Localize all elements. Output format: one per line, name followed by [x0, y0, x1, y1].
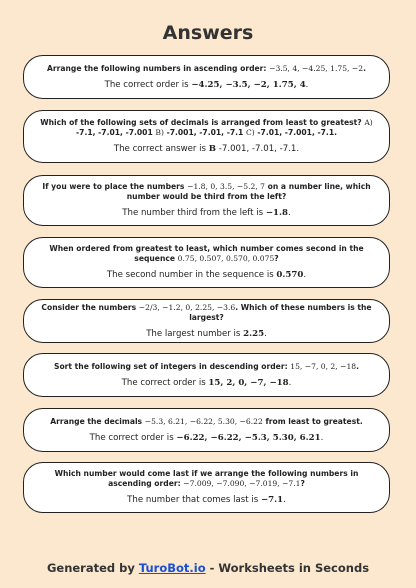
math-expression: −1.8 — [265, 208, 288, 218]
answer-card-6 — [23, 353, 390, 397]
math-expression: 2.25 — [243, 328, 265, 339]
answer-text — [107, 270, 306, 281]
page-title: Answers — [162, 22, 254, 44]
text-segment: . — [320, 432, 324, 443]
text-segment: The correct order is — [104, 79, 192, 90]
question-text — [50, 417, 362, 427]
text-segment: The correct answer is — [113, 144, 209, 154]
math-expression: −2/3, −1.2, 0, 2.25, −3.6 — [138, 302, 236, 312]
text-segment: Which of the following sets of decimals is arranged from least to greatest? — [40, 118, 365, 127]
text-segment: Which number would come last if we arrange the following numbers in ascending order: — [54, 469, 359, 488]
text-segment: from least to greatest. — [262, 416, 363, 426]
text-segment: . — [264, 328, 267, 339]
answer-card-3 — [23, 175, 390, 226]
question-text — [36, 182, 377, 202]
text-segment: The number third from the left is — [122, 208, 266, 218]
text-segment: Arrange the decimals — [50, 416, 145, 426]
text-segment: . — [363, 63, 366, 73]
answer-text — [90, 433, 324, 444]
text-segment: If you were to place the numbers — [42, 182, 188, 191]
footer-prefix: Generated by — [46, 561, 139, 575]
text-segment: ? — [274, 254, 279, 263]
text-segment: When ordered from greatest to least, which number comes second in the sequence — [49, 244, 364, 263]
math-expression: 15, 2, 0, −7, −18 — [208, 377, 289, 388]
text-segment: . — [288, 208, 291, 218]
math-expression: −7.009, −7.090, −7.019, −7.1 — [183, 479, 301, 488]
answer-card-1 — [23, 55, 390, 99]
math-expression: 0.570 — [276, 270, 304, 280]
answer-card-2 — [23, 110, 390, 163]
text-segment: The correct order is — [121, 377, 209, 388]
answer-card-7 — [23, 408, 390, 452]
text-segment: . — [283, 495, 286, 505]
text-segment: . Which of these numbers is the largest? — [189, 302, 372, 322]
text-segment: Arrange the following numbers in ascending order: — [47, 63, 270, 73]
text-segment: . — [288, 377, 292, 388]
answer-text — [105, 80, 309, 91]
text-segment: The number that comes last is — [127, 495, 261, 505]
math-expression: 0.75, 0.507, 0.570, 0.075 — [177, 254, 275, 263]
text-segment: The largest number is — [146, 328, 244, 339]
text-segment: -7.001, -7.01, -7.1 — [163, 128, 246, 137]
math-expression: −4.25, −3.5, −2, 1.75, 4 — [191, 79, 306, 90]
question-text — [36, 118, 377, 138]
math-expression: −1.8, 0, 3.5, −5.2, 7 — [187, 182, 266, 191]
math-expression: −6.22, −6.22, −5.3, 5.30, 6.21 — [176, 432, 321, 443]
text-segment: . — [305, 79, 309, 90]
text-segment: . — [303, 270, 307, 280]
math-expression: A) — [364, 118, 373, 127]
question-text — [36, 303, 377, 323]
math-expression: −3.5, 4, −4.25, 1.75, −2 — [269, 63, 364, 73]
footer — [0, 561, 416, 575]
text-segment: on a number line, which number would be third from the left? — [126, 182, 371, 201]
text-segment: The second number in the sequence is — [106, 270, 277, 280]
math-expression: 15, −7, 0, 2, −18 — [290, 361, 357, 371]
text-segment: Consider the numbers — [41, 302, 139, 312]
text-segment: -7.1, -7.01, -7.001 — [76, 128, 156, 137]
answer-card-5 — [23, 299, 390, 343]
math-expression: B — [208, 144, 217, 154]
footer-suffix: - Worksheets in Seconds — [205, 561, 370, 575]
answer-text — [122, 208, 290, 219]
text-segment: The correct order is — [89, 432, 177, 443]
text-segment: Sort the following set of integers in descending order: — [53, 361, 291, 371]
text-segment: . — [356, 361, 360, 371]
text-segment: -7.01, -7.001, -7.1. — [254, 128, 337, 137]
question-text — [36, 469, 377, 489]
math-expression: −5.3, 6.21, −6.22, 5.30, −6.22 — [144, 416, 263, 426]
question-text — [47, 64, 366, 74]
text-segment: ? — [300, 479, 305, 488]
answer-text — [127, 495, 286, 506]
answer-card-4 — [23, 237, 390, 288]
answer-text — [122, 378, 292, 389]
math-expression: −7.1 — [260, 495, 284, 505]
math-expression: B) — [155, 128, 164, 137]
answer-text — [146, 329, 267, 340]
question-text — [36, 244, 377, 264]
answer-card-8 — [23, 462, 390, 513]
math-expression: C) — [245, 128, 255, 137]
question-text — [54, 362, 359, 372]
text-segment: -7.001, -7.01, -7.1. — [216, 144, 300, 154]
answer-text — [114, 144, 299, 155]
turobot-link[interactable]: TuroBot.io — [138, 561, 206, 575]
